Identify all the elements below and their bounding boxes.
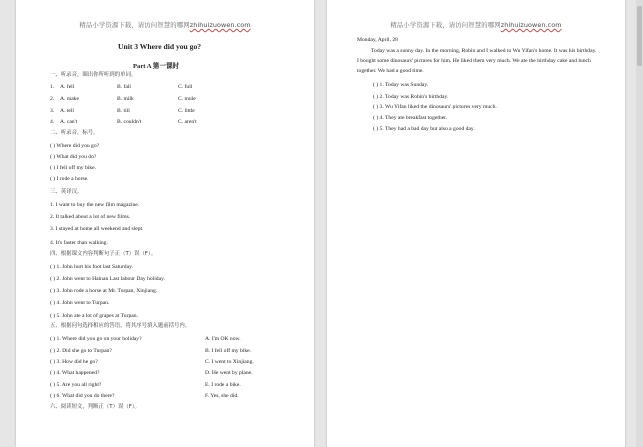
sec1-option-a: A. can't [60,119,78,125]
sec5-question: ( ) 3. How did he go? [50,359,98,365]
sec1-option-b: B. till [117,108,130,114]
scrollbar-thumb[interactable] [637,6,642,66]
sec5-answer: F. Yes, she did. [205,393,239,399]
sec4-item-2: ( ) 2. John went to Hainan Last labour Day holiday. [50,276,165,282]
letter-date: Monday, April, 28 [357,37,398,43]
sec3-item-4: 4. It's faster than walking. [50,240,108,246]
vertical-scrollbar[interactable] [636,0,643,447]
section-3-heading: 三、英译汉。 [50,189,83,195]
sec1-option-c: C. full [178,84,193,90]
section-6-heading: 六、阅读短文，判断正（T）误（F）。 [50,404,140,410]
sec4-item-3: ( ) 3. John rode a horse at Mr. Turpan, Xinjiang. [50,288,158,294]
sec5-answer: C. I went to Xinjiang. [205,359,254,365]
sec1-num: 2. [50,96,55,102]
part-title: Part A 第一课时 [133,63,180,70]
sec1-option-a: A. make [60,96,79,102]
page-watermark [16,20,314,29]
sec1-option-b: B. fall [117,84,131,90]
watermark-link[interactable]: zhihuizuowen.com [189,21,251,29]
sec3-item-1: 1. I want to buy the new film magazine. [50,202,140,208]
sec4-item-1: ( ) 1. John hurt his foot last Saturday. [50,264,133,270]
sec1-option-a: A. fell [60,84,75,90]
unit-title: Unit 3 Where did you go? [118,42,202,51]
sec1-num: 1. [50,84,55,90]
reading-paragraph: Today was a sunny day. In the morning, Robin and I walked to Wu Yifan's home. It was his birthday. I bought some dinosaurs' pictures for him. He liked them very much. We ate the birthday cake and lunch together. We had a good time. [357,48,597,74]
document-page-right [327,0,625,447]
sec1-option-b: B. milk [117,96,134,102]
reading-item-5: ( ) 5. They had a bad day but also a good day. [373,126,475,132]
sec4-item-4: ( ) 4. John went to Turpan. [50,300,110,306]
section-5-heading: 五、根据问句选择相应的答语，将其序号填入题前括号内。 [50,323,191,329]
sec5-question: ( ) 1. Where did you go on your holiday? [50,336,142,342]
section-4-heading: 四、根据课文内容判断句子正（T）误（F）。 [50,251,157,257]
sec5-question: ( ) 5. Are you all right? [50,382,102,388]
sec1-option-a: A. tell [60,108,74,114]
sec1-num: 3. [50,108,55,114]
sec1-num: 4. [50,119,55,125]
reading-item-4: ( ) 4. They ate breakfast together. [373,115,448,121]
sec5-question: ( ) 2. Did she go to Turpan? [50,348,112,354]
sec1-option-c: C. aren't [178,119,197,125]
reading-item-2: ( ) 2. Today was Robin's birthday. [373,94,449,100]
sec5-question: ( ) 4. What happened? [50,370,100,376]
reading-item-1: ( ) 1. Today was Sunday. [373,82,429,88]
document-page-left [16,0,314,447]
watermark-text: 精品小学资源下载，请访问智慧的哪网 [79,21,190,29]
watermark-link[interactable]: zhihuizuowen.com [500,21,562,29]
page-watermark [327,20,625,29]
sec2-item-3: ( ) I fell off my bike. [50,165,97,171]
sec2-item-2: ( ) What did you do? [50,154,97,160]
sec1-option-c: C. little [178,108,195,114]
section-1-heading: 一、听录音，圈出你所听到的单词。 [50,72,137,78]
sec1-option-c: C. mule [178,96,196,102]
sec2-item-1: ( ) Where did you go? [50,143,100,149]
sec2-item-4: ( ) I rode a horse. [50,176,89,182]
sec5-answer: E. I rode a bike. [205,382,241,388]
reading-item-3: ( ) 3. Wu Yifan liked the dinosaurs' pictures very much. [373,104,497,110]
watermark-text: 精品小学资源下载，请访问智慧的哪网 [390,21,501,29]
section-2-heading: 二、听录音，标号。 [50,130,99,136]
sec3-item-3: 3. I stayed at home all weekend and slept. [50,226,144,232]
sec5-answer: B. I fell off my bike. [205,348,252,354]
sec3-item-2: 2. It talked about a lot of new films. [50,214,131,220]
sec5-answer: A. I'm OK now. [205,336,241,342]
sec5-answer: D. He went by plane. [205,370,253,376]
sec5-question: ( ) 6. What did you do there? [50,393,115,399]
sec1-option-b: B. couldn't [117,119,142,125]
sec4-item-5: ( ) 5. John ate a lot of grapes at Turpan. [50,313,138,319]
